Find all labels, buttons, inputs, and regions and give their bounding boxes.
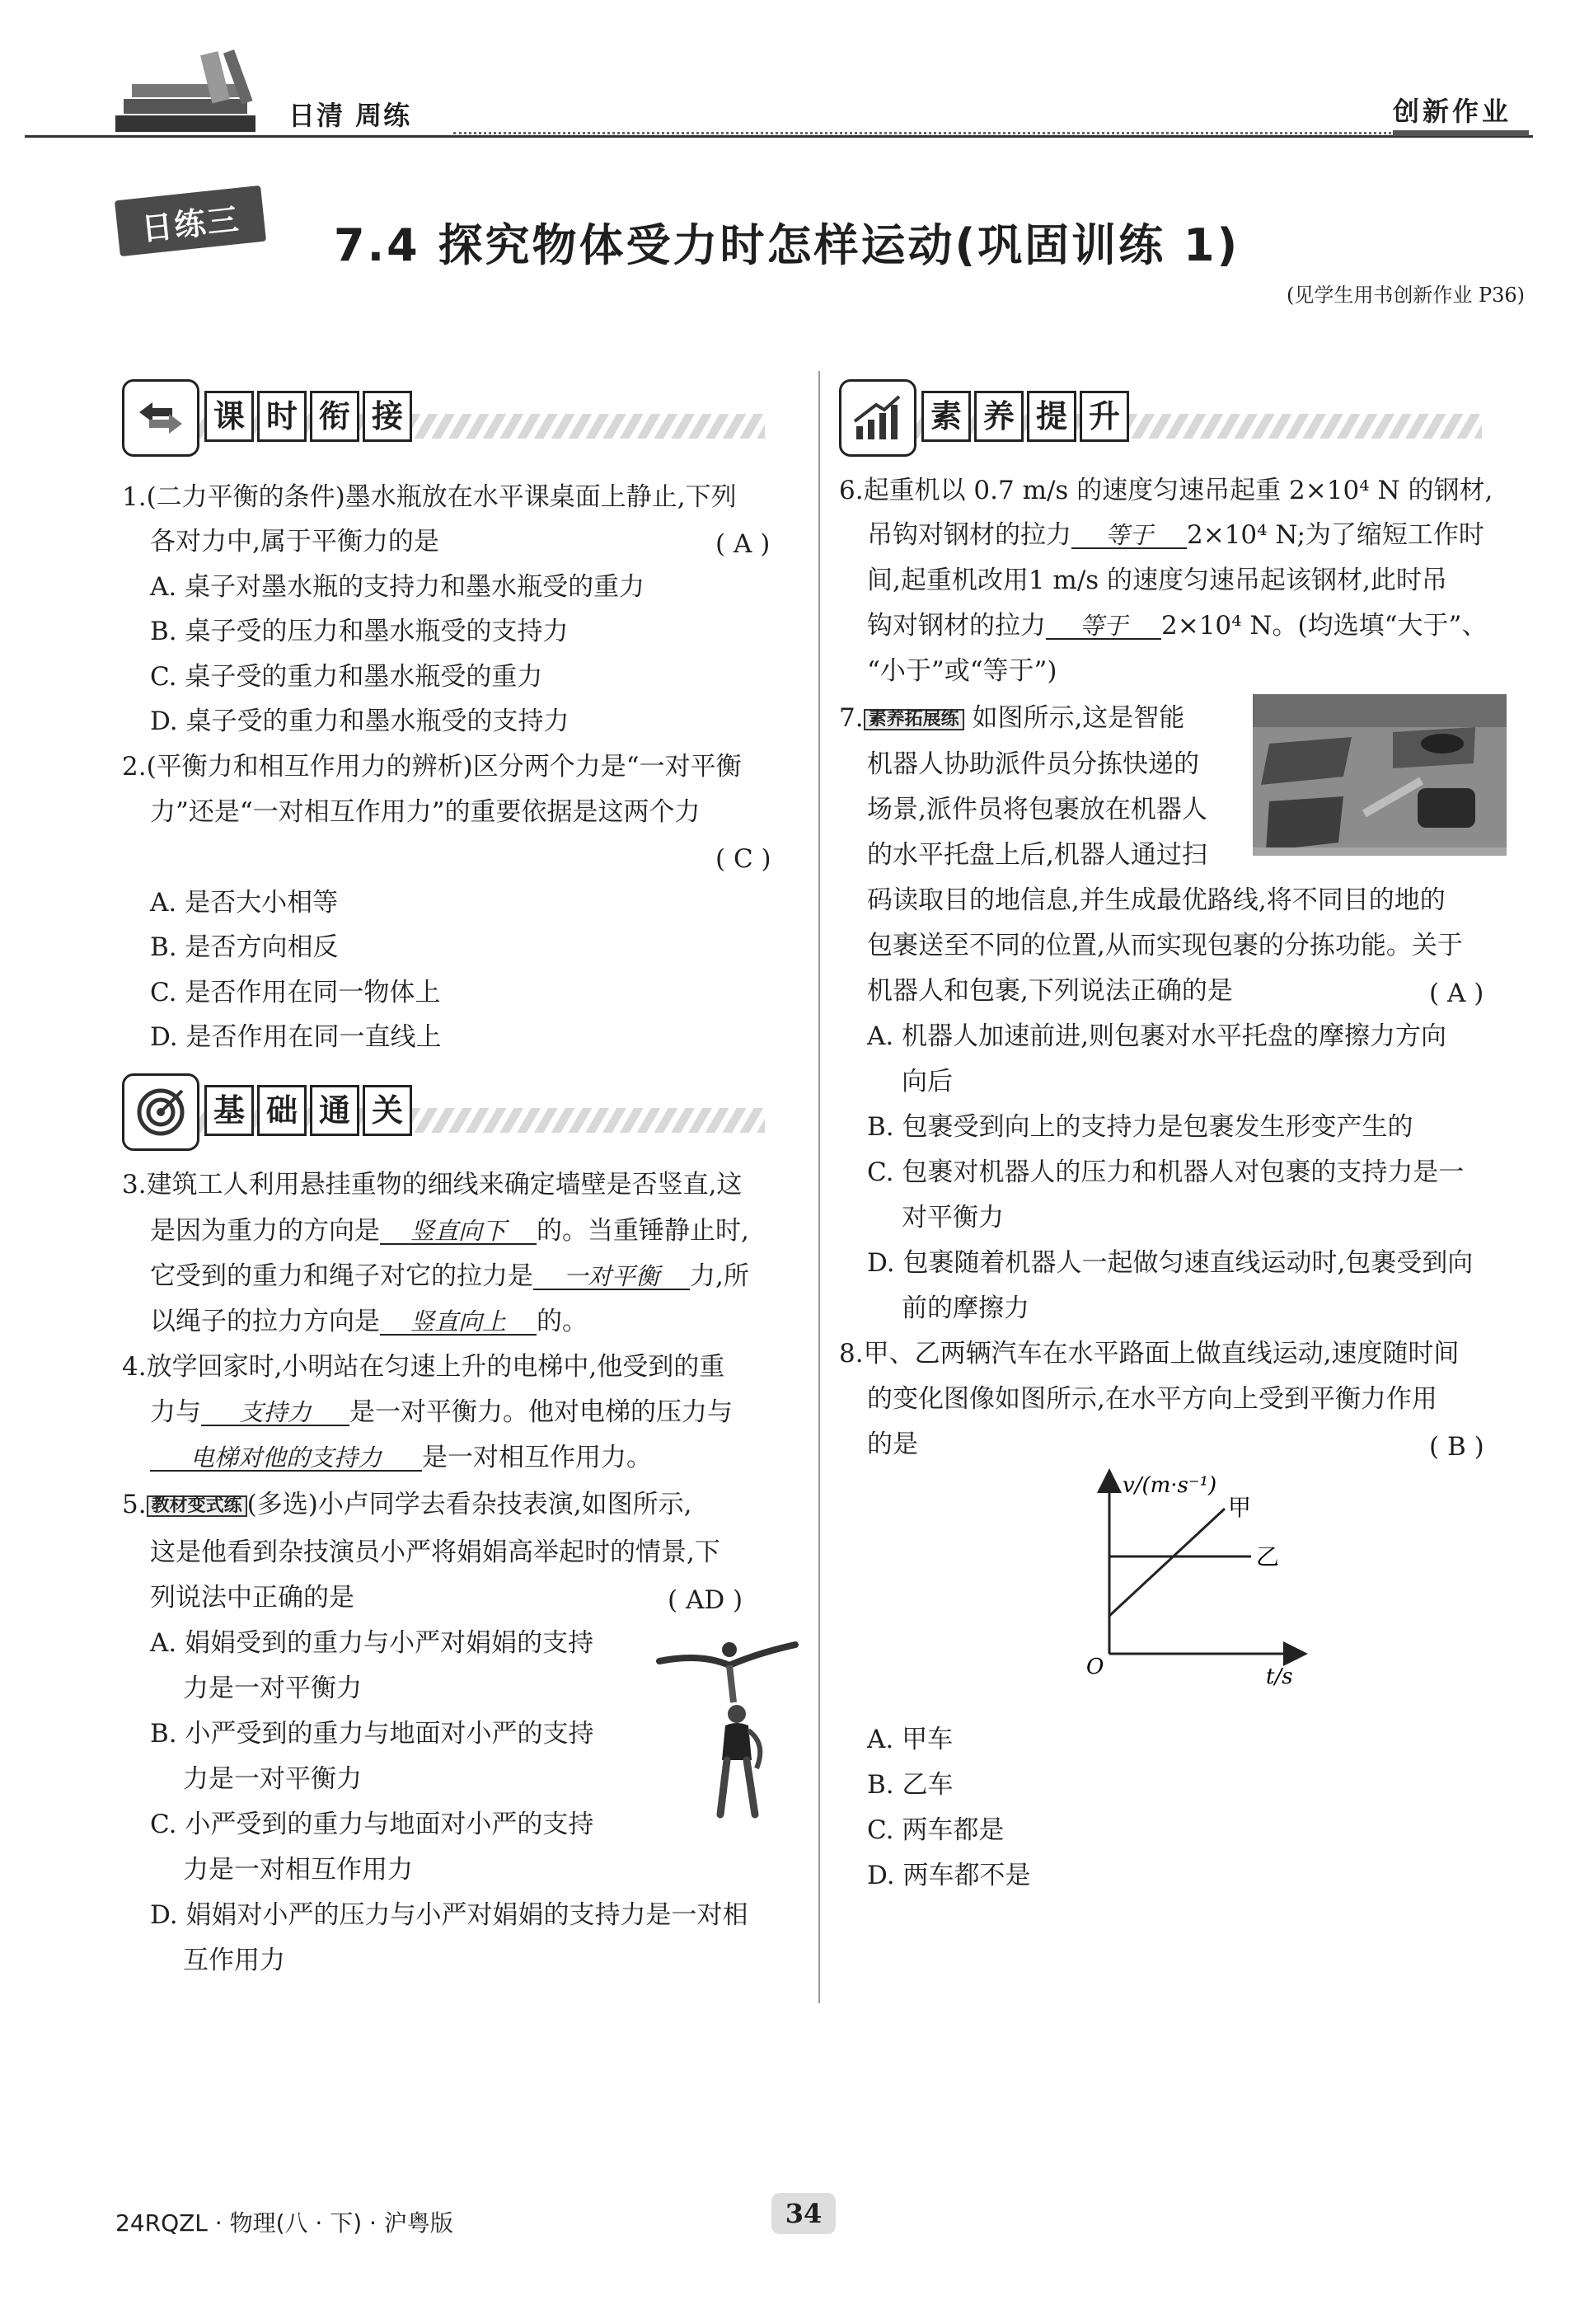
section-header-link: 课 时 衔 接 [122, 379, 781, 453]
q8-answer: ( B ) [1429, 1432, 1484, 1462]
literacy-extension-tag: 素养拓展练 [864, 709, 964, 730]
q3-blank-2: 一对平衡 [533, 1265, 690, 1290]
q5-option-a2: 力是一对平衡力 [183, 1674, 362, 1703]
brand-left: 日清 周练 [288, 100, 412, 131]
q1-option-d: D. 桌子受的重力和墨水瓶受的支持力 [150, 707, 570, 736]
velocity-time-graph [1080, 1467, 1327, 1690]
q6-line1: 6.起重机以 0.7 m/s 的速度匀速吊起重 2×10⁴ N 的钢材, [839, 476, 1493, 505]
q2-answer: ( C ) [715, 844, 771, 874]
q8-option-a: A. 甲车 [867, 1725, 954, 1754]
q7-option-b1: B. 包裹受到向上的支持力是包裹发生形变产生的 [867, 1112, 1413, 1142]
double-arrow-icon [122, 379, 199, 457]
brand-right: 创新作业 [1393, 96, 1512, 127]
y-axis-label: v/(m·s⁻¹) [1123, 1473, 1217, 1498]
textbook-variant-tag: 教材变式练 [147, 1495, 247, 1517]
q4-line2: 力与 支持力 是一对平衡力。他对电梯的压力与 [150, 1397, 733, 1427]
q5-line1: 5. 教材变式练 (多选)小卢同学去看杂技表演,如图所示, [122, 1490, 692, 1519]
q6-line4: 钩对钢材的拉力 等于 2×10⁴ N。(均选填“大于”、 [867, 611, 1488, 641]
series-jia-line [1109, 1509, 1225, 1616]
target-icon [122, 1073, 199, 1151]
lesson-title: 7.4 探究物体受力时怎样运动(巩固训练 1) [334, 219, 1240, 271]
q3-line1: 3.建筑工人利用悬挂重物的细线来确定墙壁是否竖直,这 [122, 1170, 743, 1200]
q5-option-a1: A. 娟娟受到的重力与小严对娟娟的支持 [150, 1628, 594, 1658]
q1-option-c: C. 桌子受的重力和墨水瓶受的重力 [150, 662, 543, 692]
q5-option-d1: D. 娟娟对小严的压力与小严对娟娟的支持力是一对相 [150, 1900, 748, 1930]
q5-option-c1: C. 小严受到的重力与地面对小严的支持 [150, 1810, 594, 1839]
q5-answer: ( AD ) [668, 1585, 743, 1615]
page-number: 34 [771, 2193, 836, 2234]
header-dotted-line [453, 132, 1397, 134]
q3-line4: 以绳子的拉力方向是 竖直向上 的。 [150, 1307, 588, 1336]
q8-line3: 的是 [867, 1430, 918, 1459]
q5-option-b2: 力是一对平衡力 [183, 1764, 362, 1794]
q7-option-c1: C. 包裹对机器人的压力和机器人对包裹的支持力是一 [867, 1157, 1465, 1187]
q5-option-d2: 互作用力 [183, 1946, 285, 1975]
q3-line2: 是因为重力的方向是 竖直向下 的。当重锤静止时, [150, 1216, 749, 1246]
q8-option-c: C. 两车都是 [867, 1815, 1005, 1845]
q8-line2: 的变化图像如图所示,在水平方向上受到平衡力作用 [867, 1384, 1437, 1414]
column-divider [818, 371, 820, 2003]
q3-blank-1: 竖直向下 [380, 1219, 537, 1245]
q7-option-a1: A. 机器人加速前进,则包裹对水平托盘的摩擦力方向 [867, 1021, 1446, 1051]
reference-note: (见学生用书创新作业 P36) [1286, 284, 1525, 307]
q8-option-d: D. 两车都不是 [867, 1861, 1031, 1890]
header-rule [25, 135, 1533, 138]
books-logo-icon [115, 48, 280, 135]
q2-line1: 2.(平衡力和相互作用力的辨析)区分两个力是“一对平衡 [122, 752, 742, 782]
q8-line1: 8.甲、乙两辆汽车在水平路面上做直线运动,速度随时间 [839, 1339, 1460, 1369]
section-header-basic: 基 础 通 关 [122, 1073, 781, 1148]
sorting-robot-photo [1253, 694, 1507, 856]
q7-answer: ( A ) [1429, 979, 1484, 1008]
q2-option-b: B. 是否方向相反 [150, 932, 339, 962]
brand-right-underline [1393, 130, 1529, 136]
q2-line2: 力”还是“一对相互作用力”的重要依据是这两个力 [150, 797, 701, 827]
q3-line3: 它受到的重力和绳子对它的拉力是 一对平衡 力,所 [150, 1261, 749, 1291]
q7-line6: 包裹送至不同的位置,从而实现包裹的分拣功能。关于 [867, 931, 1463, 960]
q7-line1: 7. 素养拓展练 如图所示,这是智能 [839, 703, 1185, 733]
q8-option-b: B. 乙车 [867, 1770, 954, 1800]
q7-option-d2: 前的摩擦力 [902, 1293, 1029, 1323]
q7-option-c2: 对平衡力 [902, 1203, 1004, 1232]
q6-line2: 吊钩对钢材的拉力 等于 2×10⁴ N;为了缩短工作时 [867, 520, 1484, 550]
x-axis-label: t/s [1266, 1664, 1293, 1689]
q6-blank-2: 等于 [1046, 614, 1161, 640]
legend-jia: 甲 [1228, 1494, 1252, 1521]
q6-line5: “小于”或“等于”) [867, 656, 1057, 686]
q7-line2: 机器人协助派件员分拣快递的 [867, 749, 1199, 779]
q6-line3: 间,起重机改用1 m/s 的速度匀速吊起该钢材,此时吊 [867, 566, 1447, 595]
q1-answer: ( A ) [715, 529, 771, 559]
q7-line5: 码读取目的地信息,并生成最优路线,将不同目的地的 [867, 885, 1446, 915]
q5-line3: 列说法中正确的是 [150, 1583, 354, 1613]
q4-blank-1: 支持力 [201, 1401, 349, 1426]
q7-option-d1: D. 包裹随着机器人一起做匀速直线运动时,包裹受到向 [867, 1248, 1474, 1278]
q4-blank-2: 电梯对他的支持力 [150, 1446, 422, 1472]
q5-option-c2: 力是一对相互作用力 [183, 1855, 413, 1885]
footer-book-code: 24RQZL · 物理(八 · 下) · 沪粤版 [115, 2209, 453, 2237]
q1-option-a: A. 桌子对墨水瓶的支持力和墨水瓶受的重力 [150, 572, 645, 602]
acrobat-illustration [651, 1628, 808, 1826]
q7-line4: 的水平托盘上后,机器人通过扫 [867, 840, 1207, 870]
legend-yi: 乙 [1256, 1543, 1280, 1570]
q5-line2: 这是他看到杂技演员小严将娟娟高举起时的情景,下 [150, 1538, 720, 1567]
q3-blank-3: 竖直向上 [380, 1310, 537, 1336]
q1-option-b: B. 桌子受的压力和墨水瓶受的支持力 [150, 617, 569, 646]
q2-option-a: A. 是否大小相等 [150, 888, 339, 918]
q5-option-b1: B. 小严受到的重力与地面对小严的支持 [150, 1719, 594, 1749]
q2-option-d: D. 是否作用在同一直线上 [150, 1022, 442, 1052]
q6-blank-1: 等于 [1071, 523, 1187, 549]
q1-line2: 各对力中,属于平衡力的是 [150, 527, 439, 556]
q4-line3: 电梯对他的支持力 是一对相互作用力。 [150, 1445, 652, 1472]
q1-line1: 1.(二力平衡的条件)墨水瓶放在水平课桌面上静止,下列 [122, 482, 737, 512]
origin-label: O [1086, 1655, 1104, 1679]
day-stamp: 日练三 [115, 185, 266, 256]
q7-line7: 机器人和包裹,下列说法正确的是 [867, 976, 1233, 1006]
section-header-advance: 素 养 提 升 [839, 379, 1498, 453]
q7-line3: 场景,派件员将包裹放在机器人 [867, 795, 1207, 824]
q7-option-a2: 向后 [902, 1067, 953, 1096]
q2-option-c: C. 是否作用在同一物体上 [150, 978, 441, 1007]
bar-chart-growth-icon [839, 379, 916, 457]
q4-line1: 4.放学回家时,小明站在匀速上升的电梯中,他受到的重 [122, 1352, 725, 1382]
